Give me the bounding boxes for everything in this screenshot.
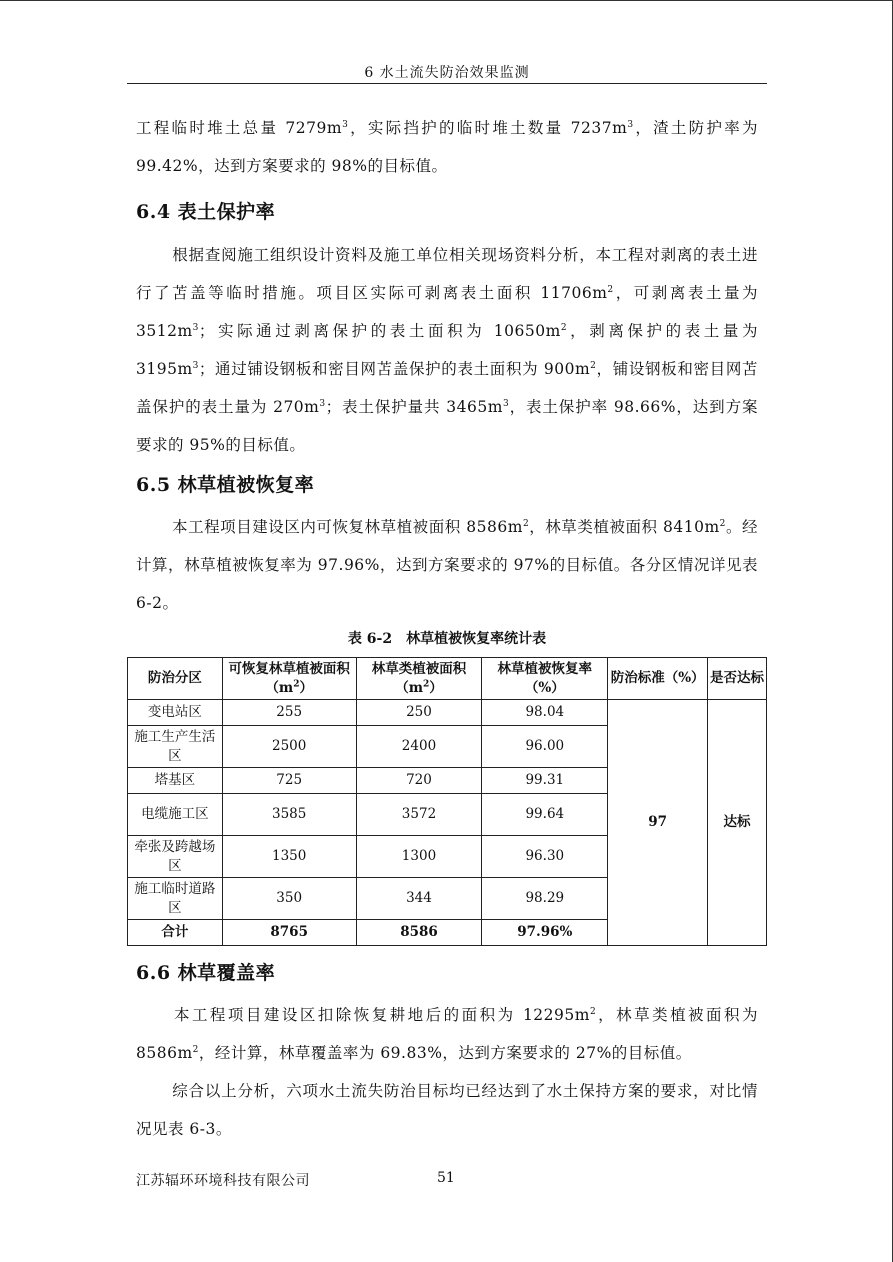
section-heading-6-6: 6.6 林草覆盖率 [136,962,276,984]
header-standard: 防治标准（%） [608,658,708,700]
standard-cell: 97 [608,700,708,946]
header-qualified: 是否达标 [708,658,767,700]
table-row: 施工生产生活区 2500 2400 96.00 [128,726,767,768]
table-total-row: 合计 8765 8586 97.96% [128,920,767,946]
table-row: 电缆施工区 3585 3572 99.64 [128,794,767,836]
header-rule [127,83,767,84]
table-row: 塔基区 725 720 99.31 [128,768,767,794]
result-cell: 达标 [708,700,767,946]
page-border-top [0,0,893,1]
table-row: 牵张及跨越场区 1350 1300 96.30 [128,836,767,878]
paragraph-vegetation-recovery: 本工程项目建设区内可恢复林草植被面积 $8586m^2$，林草类植被面积 $8410m^2$。经计算，林草植被恢复率为 97.96%，达到方案要求的 97%的目标值。各分区情况详见表 6-2。 [136,518,758,612]
table-caption: 表 6-2 林草植被恢复率统计表 [347,631,547,647]
paragraph-vegetation-coverage: 本工程项目建设区扣除恢复耕地后的面积为 $12295m^2$，林草类植被面积为 $8586m^2$，经计算，林草覆盖率为 69.83%，达到方案要求的 27%的目标值。 [136,1006,758,1062]
paragraph-summary: 综合以上分析，六项水土流失防治目标均已经达到了水土保持方案的要求，对比情况见表 6-3。 [136,1082,758,1138]
section-heading-6-4: 6.4 表土保护率 [136,201,276,223]
header-recoverable-area: 可恢复林草植被面积$(m^2)$ [222,658,356,700]
section-heading-6-5: 6.5 林草植被恢复率 [136,474,315,496]
running-header: 6 水土流失防治效果监测 [364,65,530,81]
table-row: 施工临时道路区 350 344 98.29 [128,878,767,920]
header-recovery-rate: 林草植被恢复率（%） [482,658,608,700]
table-header-row [128,658,767,700]
vegetation-recovery-table [127,657,767,946]
header-zone: 防治分区 [128,658,223,700]
paragraph-soil-protection: 工程临时堆土总量 $7279m^3$，实际挡护的临时堆土数量 $7237m^3$，渣土防护率为 99.42%，达到方案要求的 98%的目标值。 [136,119,758,175]
paragraph-topsoil: 根据查阅施工组织设计资料及施工单位相关现场资料分析，本工程对剥离的表土进行了苫盖等临时措施。项目区实际可剥离表土面积 $11706m^2$，可剥离表土量为 $3512m^3$；实际通过剥离保护的表土面积为 $10650m^2$，剥离保护的表土量为 $3195m^3$；通过铺设钢板和密目网苫盖保护的表土面积为 $900m^2$，铺设钢板和密目网苫盖保护的表土量为 $270m^3$；表土保护量共 $3465m^3$，表土保护率 98.66%，达到方案要求的 95%的目标值。 [136,246,758,454]
footer-company: 江苏辐环环境科技有限公司 [136,1173,310,1189]
header-vegetation-area: 林草类植被面积$(m^2)$ [356,658,482,700]
page-number: 51 [437,1170,455,1186]
table-row: 变电站区 255 250 98.04 97 达标 [128,700,767,726]
